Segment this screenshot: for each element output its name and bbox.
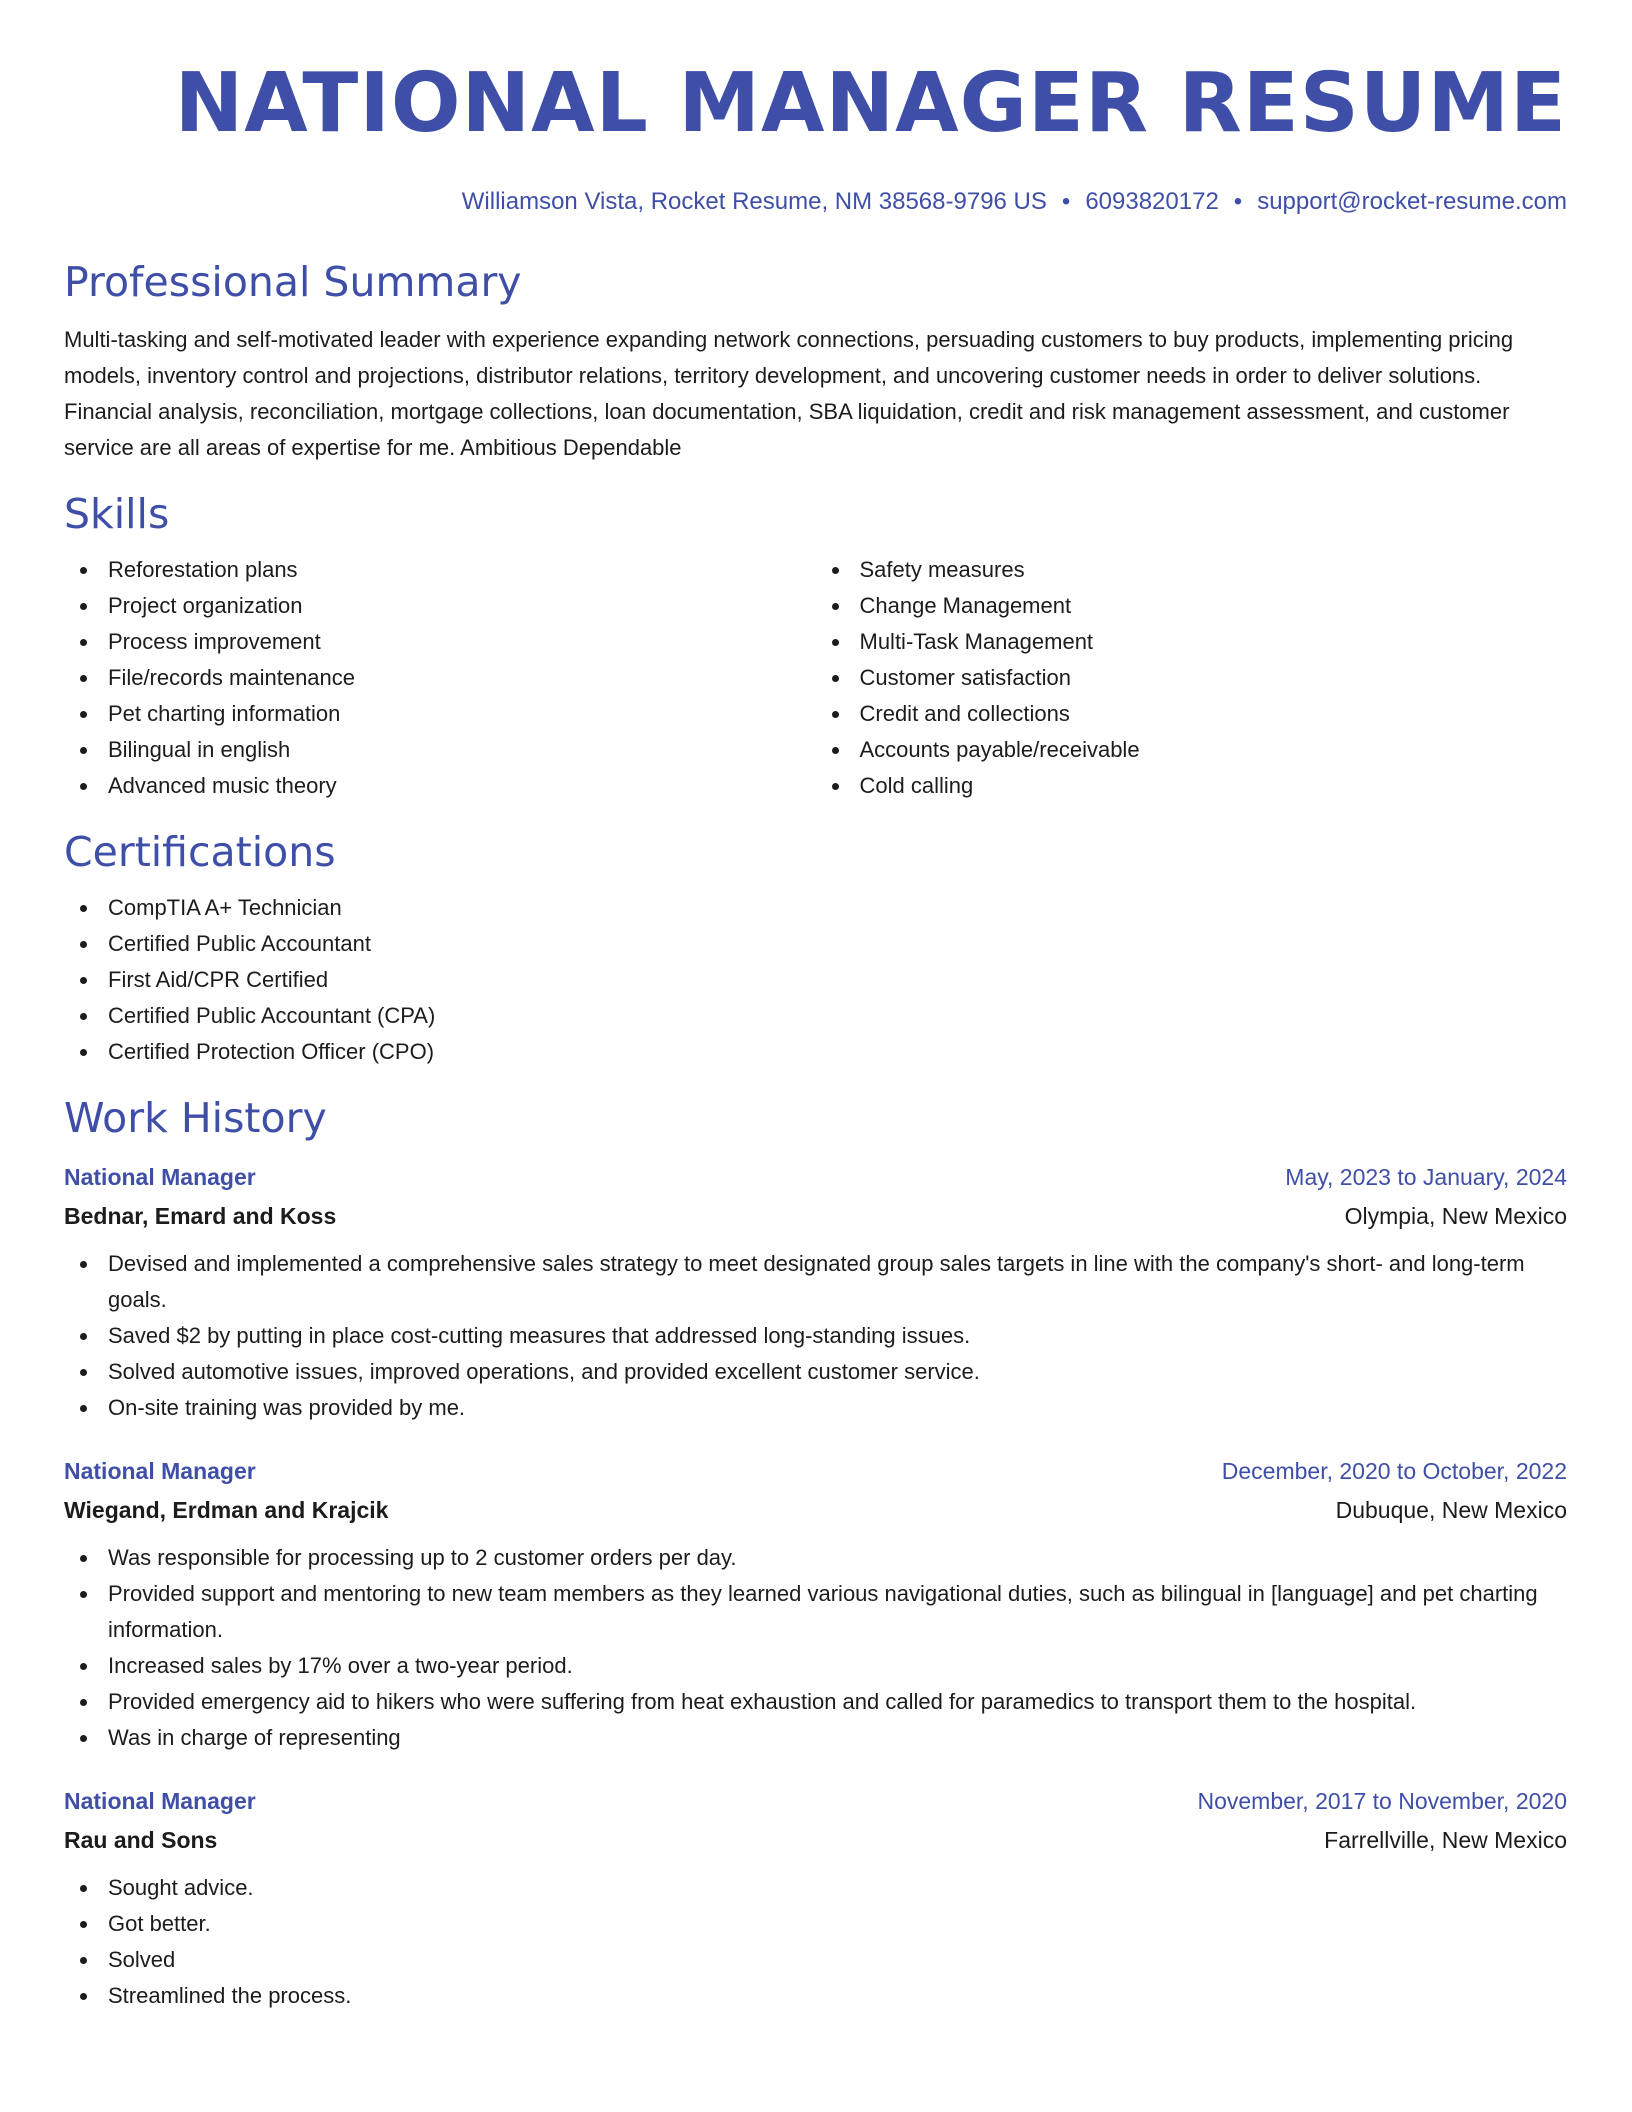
work-history-heading: Work History (64, 1094, 327, 1142)
summary-heading: Professional Summary (64, 258, 522, 306)
skills-list-left (64, 552, 816, 804)
job-company-row (64, 1490, 1567, 1530)
job-title: National Manager (64, 1458, 256, 1484)
job-bullet: Saved $2 by putting in place cost-cutting measures that addressed long-standing issues. (64, 1318, 1567, 1354)
skills-column-right (816, 552, 1568, 804)
skill-item: Multi-Task Management (816, 624, 1568, 660)
skill-item: Process improvement (64, 624, 816, 660)
job-bullet: Provided emergency aid to hikers who were suffering from heat exhaustion and called for paramedics to transport them to the hospital. (64, 1684, 1567, 1720)
certification-item: Certified Public Accountant (CPA) (64, 998, 1567, 1034)
contact-line (64, 186, 1567, 218)
job-bullet: Increased sales by 17% over a two-year period. (64, 1648, 1567, 1684)
job-bullets (64, 1870, 1567, 2014)
contact-address: Williamson Vista, Rocket Resume, NM 38568-9796 US (461, 188, 1047, 215)
job-bullets (64, 1540, 1567, 1756)
job-company-row (64, 1196, 1567, 1236)
job-company: Wiegand, Erdman and Krajcik (64, 1497, 389, 1523)
work-history-list (64, 1158, 1567, 2014)
skills-column-left (64, 552, 816, 804)
job-location: Dubuque, New Mexico (1335, 1497, 1567, 1523)
job-entry (64, 1782, 1567, 2014)
job-location: Farrellville, New Mexico (1324, 1827, 1567, 1853)
job-title-row (64, 1452, 1567, 1490)
skill-item: Project organization (64, 588, 816, 624)
job-dates: May, 2023 to January, 2024 (1285, 1164, 1567, 1190)
job-bullet: Was in charge of representing (64, 1720, 1567, 1756)
skill-item: Accounts payable/receivable (816, 732, 1568, 768)
skill-item: Bilingual in english (64, 732, 816, 768)
job-bullet: Got better. (64, 1906, 1567, 1942)
skill-item: Safety measures (816, 552, 1568, 588)
job-dates: December, 2020 to October, 2022 (1221, 1458, 1567, 1484)
job-company: Rau and Sons (64, 1827, 218, 1853)
job-entry (64, 1158, 1567, 1426)
skill-item: Credit and collections (816, 696, 1568, 732)
job-bullet: Was responsible for processing up to 2 customer orders per day. (64, 1540, 1567, 1576)
job-bullet: Provided support and mentoring to new team members as they learned various navigational duties, such as bilingual in [language] and pet charting information. (64, 1576, 1567, 1648)
job-company-row (64, 1820, 1567, 1860)
skill-item: Pet charting information (64, 696, 816, 732)
skill-item: File/records maintenance (64, 660, 816, 696)
certification-item: First Aid/CPR Certified (64, 962, 1567, 998)
resume-page (64, 0, 1567, 2014)
certification-item: Certified Public Accountant (64, 926, 1567, 962)
contact-separator: • (1233, 188, 1243, 215)
skill-item: Reforestation plans (64, 552, 816, 588)
skill-item: Advanced music theory (64, 768, 816, 804)
skills-list-right (816, 552, 1568, 804)
certifications-heading: Certifications (64, 828, 336, 876)
job-bullet: Sought advice. (64, 1870, 1567, 1906)
job-dates: November, 2017 to November, 2020 (1197, 1788, 1567, 1814)
job-title: National Manager (64, 1788, 256, 1814)
certifications-list (64, 890, 1567, 1070)
skill-item: Change Management (816, 588, 1568, 624)
job-entry (64, 1452, 1567, 1756)
resume-title: NATIONAL MANAGER RESUME (174, 56, 1567, 151)
summary-text: Multi-tasking and self-motivated leader with experience expanding network connections, persuading customers to buy products, implementing pricing models, inventory control and projections, distributor relations, territory development, and uncovering customer needs in order to deliver solutions. Financial analysis, reconciliation, mortgage collections, loan documentation, SBA liquidation, credit and risk management assessment, and customer service are all areas of expertise for me. Ambitious Dependable (64, 327, 1514, 460)
contact-phone: 6093820172 (1085, 188, 1219, 215)
job-location: Olympia, New Mexico (1344, 1203, 1567, 1229)
resume-header (64, 0, 1567, 218)
job-company: Bednar, Emard and Koss (64, 1203, 337, 1229)
job-title: National Manager (64, 1164, 256, 1190)
job-bullet: Streamlined the process. (64, 1978, 1567, 2014)
skills-heading: Skills (64, 490, 170, 538)
job-bullet: Solved (64, 1942, 1567, 1978)
job-bullet: On-site training was provided by me. (64, 1390, 1567, 1426)
contact-separator: • (1061, 188, 1071, 215)
contact-email: support@rocket-resume.com (1257, 188, 1567, 215)
skills-grid (64, 552, 1567, 804)
job-title-row (64, 1782, 1567, 1820)
job-bullet: Devised and implemented a comprehensive sales strategy to meet designated group sales targets in line with the company's short- and long-term goals. (64, 1246, 1567, 1318)
job-title-row (64, 1158, 1567, 1196)
certification-item: Certified Protection Officer (CPO) (64, 1034, 1567, 1070)
certification-item: CompTIA A+ Technician (64, 890, 1567, 926)
job-bullets (64, 1246, 1567, 1426)
skill-item: Customer satisfaction (816, 660, 1568, 696)
job-bullet: Solved automotive issues, improved operations, and provided excellent customer service. (64, 1354, 1567, 1390)
skill-item: Cold calling (816, 768, 1568, 804)
